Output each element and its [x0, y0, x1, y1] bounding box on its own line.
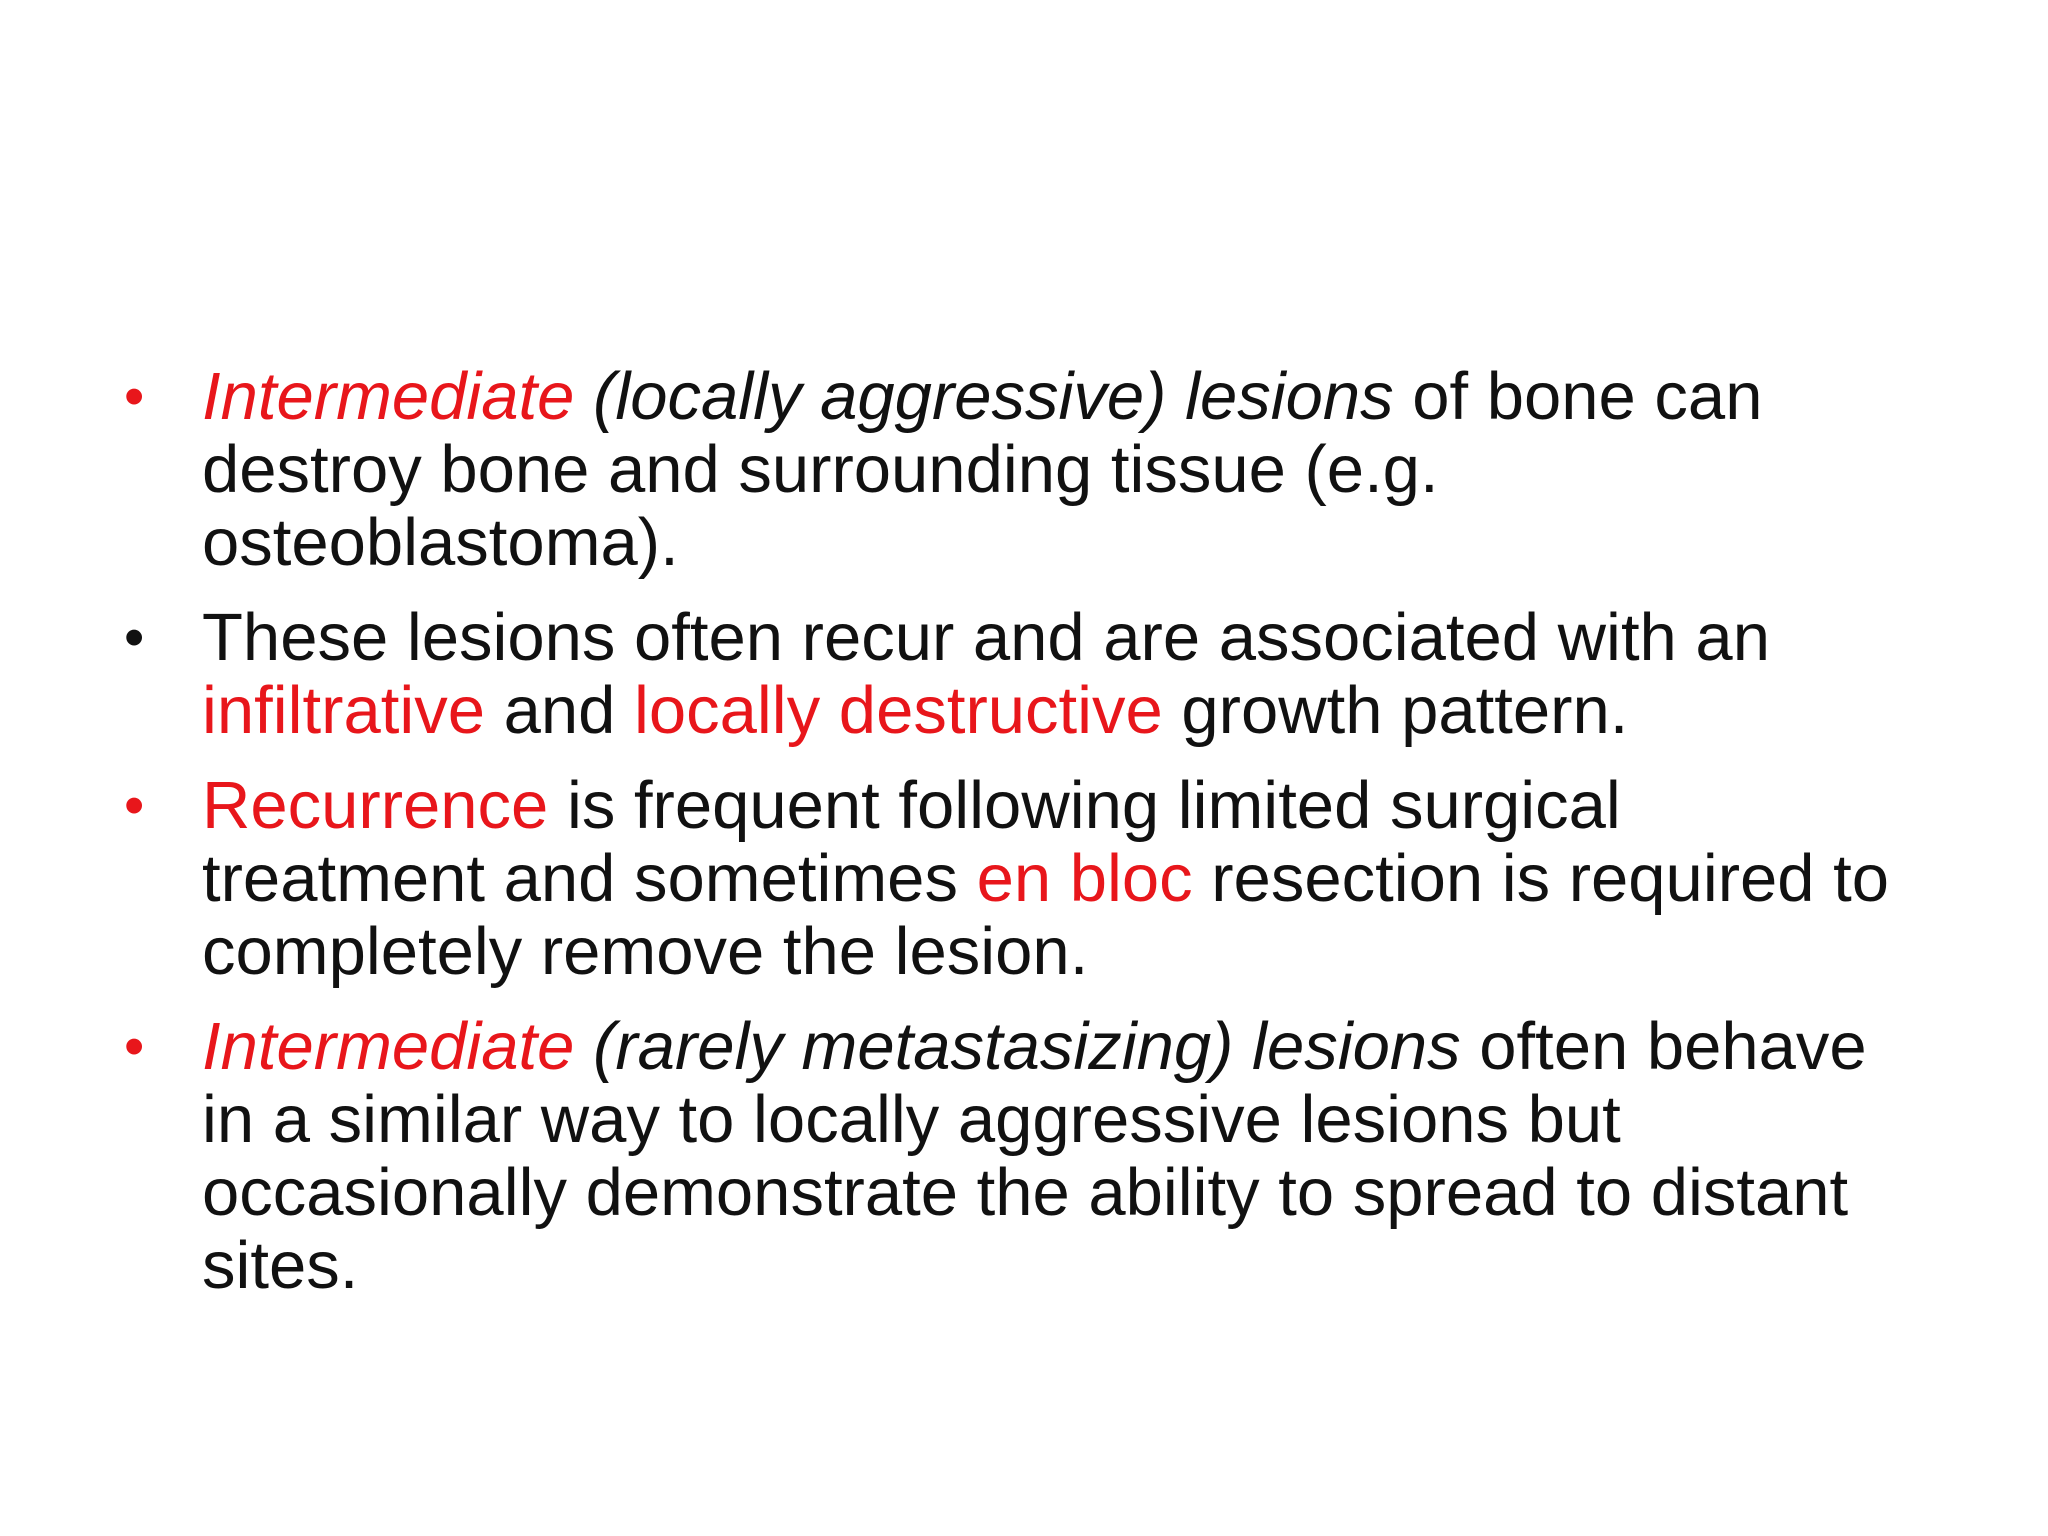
text-segment: These lesions often recur and are associated with an: [202, 600, 1770, 675]
term-intermediate: Intermediate: [202, 359, 575, 434]
term-recurrence: Recurrence: [202, 768, 549, 843]
bullet-item: [118, 1010, 1918, 1302]
bullet-item: [118, 360, 1918, 579]
text-segment: (rarely metastasizing) lesions: [574, 1009, 1461, 1084]
text-segment: resection is required to completely remove the lesion.: [202, 841, 1890, 989]
term-en-bloc: en bloc: [976, 841, 1193, 916]
bullet-dot: •: [124, 605, 145, 670]
bullet-item: [118, 769, 1918, 988]
bullet-list: [118, 360, 1918, 1324]
bullet-item: [118, 601, 1918, 747]
text-segment: growth pattern.: [1162, 673, 1629, 748]
text-segment: of bone can destroy bone and surrounding tissue (e.g. osteoblastoma).: [202, 359, 1763, 580]
text-segment: and: [484, 673, 635, 748]
text-segment: often behave in a similar way to locally aggressive lesions but occasionally demonstrate the ability to spread to distant sites.: [202, 1009, 1867, 1303]
text-segment: (locally aggressive) lesions: [574, 359, 1394, 434]
term-infiltrative: infiltrative: [202, 673, 485, 748]
text-segment: is frequent following limited surgical treatment and sometimes: [202, 768, 1621, 916]
bullet-dot: •: [124, 773, 145, 838]
term-locally-destructive: locally destructive: [634, 673, 1163, 748]
term-intermediate: Intermediate: [202, 1009, 575, 1084]
bullet-dot: •: [124, 1014, 145, 1079]
bullet-dot: •: [124, 364, 145, 429]
